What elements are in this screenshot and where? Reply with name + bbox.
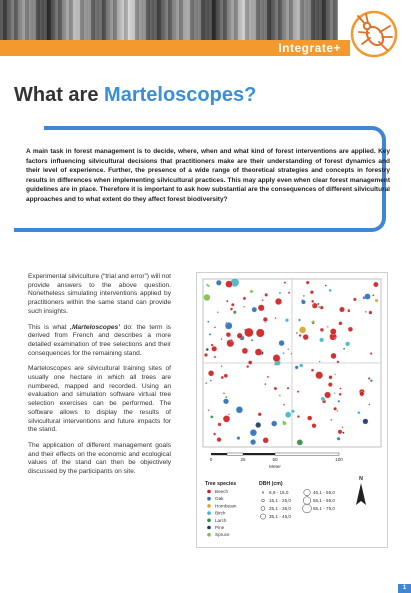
- page-title: [14, 84, 256, 107]
- tree-marker: [213, 433, 216, 436]
- tree-marker: [363, 419, 369, 425]
- tree-marker: [258, 305, 264, 311]
- forest-photo-strip: [0, 0, 338, 40]
- brand-label: Integrate+: [278, 41, 341, 55]
- tree-marker: [310, 290, 314, 294]
- tree-marker: [369, 311, 373, 315]
- tree-marker: [316, 372, 323, 379]
- tree-marker: [319, 361, 321, 363]
- tree-marker: [297, 439, 303, 445]
- tree-marker: [296, 332, 298, 334]
- tree-marker: [319, 338, 323, 342]
- tree-marker: [312, 304, 314, 306]
- tree-marker: [337, 437, 340, 440]
- tree-marker: [353, 298, 356, 301]
- tree-marker: [255, 349, 262, 356]
- tree-marker: [330, 328, 336, 334]
- tree-marker: [370, 379, 373, 382]
- tree-marker: [298, 319, 300, 321]
- species-label: Spruce: [215, 532, 230, 538]
- tree-marker: [221, 338, 223, 340]
- tree-marker: [263, 437, 269, 443]
- tree-marker: [243, 306, 245, 308]
- tree-marker: [211, 344, 214, 347]
- tree-marker: [264, 321, 266, 323]
- species-swatch: [207, 497, 211, 501]
- scale-tick-100: 100: [335, 457, 343, 462]
- tree-marker: [248, 361, 252, 365]
- tree-marker: [252, 307, 257, 312]
- tree-marker: [299, 327, 306, 334]
- tree-marker: [210, 380, 212, 382]
- tree-marker: [295, 366, 299, 370]
- tree-marker: [285, 412, 291, 418]
- species-swatch: [207, 526, 211, 530]
- tree-marker: [271, 421, 277, 427]
- tree-marker: [242, 348, 248, 354]
- tree-marker: [244, 328, 253, 337]
- species-swatch: [207, 511, 211, 515]
- tree-marker: [227, 340, 234, 347]
- tree-marker: [205, 382, 207, 384]
- tree-marker: [226, 300, 228, 302]
- tree-marker: [331, 353, 337, 359]
- species-legend: [207, 489, 236, 537]
- tree-marker: [282, 421, 284, 423]
- tree-marker: [230, 308, 233, 311]
- tree-marker: [231, 303, 234, 306]
- tree-marker: [338, 400, 340, 402]
- north-arrow-icon: [356, 476, 366, 505]
- dbh-symbol: [303, 504, 312, 513]
- body-p2-before: This is what: [28, 323, 71, 331]
- tree-marker: [324, 392, 330, 398]
- tree-marker: [299, 334, 302, 337]
- tree-marker: [325, 285, 327, 287]
- species-label: Oak: [215, 496, 224, 502]
- header-banner: [0, 0, 411, 62]
- dbh-legend: [260, 489, 335, 519]
- tree-marker: [226, 332, 231, 337]
- title-prefix: What are: [14, 84, 105, 106]
- tree-marker: [287, 348, 289, 350]
- tree-marker: [263, 317, 268, 322]
- tree-marker: [345, 342, 350, 347]
- tree-marker: [250, 429, 257, 436]
- tree-marker: [343, 348, 345, 350]
- scale-tick-25: 25: [240, 457, 246, 462]
- tree-marker: [212, 346, 217, 351]
- tree-marker: [329, 375, 333, 379]
- tree-marker: [231, 339, 233, 341]
- tree-marker: [334, 374, 336, 376]
- dbh-symbol: [303, 497, 311, 505]
- tree-marker: [333, 407, 336, 410]
- species-label: Pine: [215, 525, 225, 530]
- tree-marker: [207, 321, 209, 323]
- tree-marker: [218, 423, 222, 427]
- dbh-label: 6,9 - 15,0: [269, 490, 289, 495]
- tree-marker: [339, 307, 344, 312]
- dbh-label: 35,1 - 45,0: [269, 514, 291, 519]
- tree-marker: [250, 290, 253, 293]
- tree-marker: [306, 281, 309, 284]
- tree-marker: [311, 369, 314, 372]
- dbh-label: 55,1 - 65,0: [313, 498, 335, 503]
- tree-marker: [297, 391, 299, 393]
- tree-map: [197, 273, 387, 547]
- tree-marker: [301, 300, 305, 304]
- tree-marker: [274, 387, 277, 390]
- species-label: Larch: [215, 517, 227, 523]
- tree-marker: [297, 415, 300, 418]
- tree-marker: [226, 322, 228, 324]
- tree-marker: [368, 377, 370, 379]
- tree-marker: [209, 333, 211, 335]
- intro-text: A main task in forest management is to decide, where, when and what kind of forest interventions are applied. Key factors influencing silvicultural decisions that practitioners make are their understanding of forest dynamics and their level of experience. Further, the presence of a wide range of theoretical strategies and concepts in forestry results in differences when implementing silvicultural practices. This may apply even when clear forest management guidelines are in place. Therefore it is important to ask how substantial are the consequences of different silvicultural approaches and to what extent do they affect forest biodiversity?: [26, 148, 390, 203]
- tree-marker: [335, 338, 337, 340]
- tree-marker: [221, 365, 223, 367]
- tree-marker: [237, 436, 240, 439]
- tree-marker: [251, 339, 253, 341]
- tree-marker: [214, 356, 216, 358]
- species-swatch: [207, 504, 211, 508]
- tree-marker: [262, 299, 264, 301]
- tree-marker: [337, 361, 340, 364]
- body-p2-after: do: the term is derived from French and describes a more detailed examination of tree selections and their consequences for the remaining stand.: [28, 323, 171, 357]
- body-p2-term: ‚Marteloscopes’: [70, 323, 121, 331]
- tree-marker: [275, 317, 277, 319]
- species-label: Beech: [215, 489, 229, 494]
- tree-marker: [288, 292, 290, 294]
- tree-marker: [299, 364, 303, 368]
- tree-marker: [258, 413, 262, 417]
- tree-marker: [210, 415, 213, 418]
- tree-marker: [372, 294, 374, 296]
- tree-marker: [217, 311, 219, 313]
- tree-marker: [336, 410, 338, 412]
- tree-marker: [206, 348, 209, 351]
- species-label: Birch: [215, 510, 226, 516]
- tree-marker: [265, 293, 268, 296]
- dbh-symbol: [262, 499, 265, 502]
- tree-marker: [339, 322, 343, 326]
- tree-marker: [312, 322, 314, 324]
- dbh-label: 65,1 - 75,0: [313, 506, 335, 511]
- tree-marker: [365, 294, 371, 300]
- tree-marker: [282, 352, 284, 354]
- body-paragraph-1: Experimental silviculture (“trial and error”) will not provide answers to the above question. Nonetheless simulating interventions applied by practitioners within the same stand can provide such insights.: [28, 273, 171, 315]
- beetle-icon: [350, 10, 398, 58]
- tree-marker: [375, 299, 378, 302]
- tree-marker: [214, 326, 216, 328]
- tree-marker: [360, 392, 365, 397]
- tree-marker: [320, 328, 324, 332]
- tree-marker: [284, 282, 286, 284]
- tree-marker: [255, 422, 261, 428]
- tree-marker: [357, 411, 360, 414]
- tree-marker: [291, 353, 293, 355]
- tree-marker: [303, 295, 305, 297]
- north-label: N: [359, 476, 363, 482]
- tree-marker: [226, 281, 233, 288]
- tree-marker: [208, 370, 214, 376]
- tree-marker: [224, 374, 228, 378]
- tree-marker: [321, 397, 325, 401]
- tree-marker: [330, 419, 332, 421]
- dbh-label: 15,1 - 25,0: [269, 498, 291, 503]
- dbh-symbol: [304, 489, 310, 495]
- species-legend-title: Tree species: [205, 481, 237, 487]
- tree-marker: [243, 297, 246, 300]
- scale-tick-50: 50: [272, 457, 278, 462]
- body-column: [28, 273, 171, 484]
- tree-marker: [291, 410, 295, 414]
- tree-marker: [208, 409, 210, 411]
- dbh-symbol: [261, 507, 265, 511]
- species-swatch: [207, 533, 211, 537]
- tree-marker: [216, 280, 221, 285]
- tree-marker: [329, 289, 332, 292]
- title-highlight: Marteloscopes?: [104, 84, 257, 106]
- tree-marker: [267, 376, 269, 378]
- tree-marker: [285, 318, 289, 322]
- tree-marker: [237, 333, 243, 339]
- body-paragraph-4: The application of different management goals and their effects on the economic and ecological values of the stand can then be objectively discussed by the participants on site.: [28, 441, 171, 476]
- scale-tick-0: 0: [209, 457, 213, 462]
- species-label: Hornbeam: [215, 503, 237, 509]
- body-paragraph-3: Marteloscopes are silvicultural training sites of usually one hectare in which all trees are numbered, mapped and recorded. Using an evaluation and simulation software virtual tree selection exercises can be performed. The software allows to display the results of silvicultural interventions and future impacts for the stand.: [28, 365, 171, 434]
- tree-marker: [334, 392, 336, 394]
- tree-marker: [348, 327, 353, 332]
- tree-marker: [273, 354, 280, 361]
- tree-marker: [342, 426, 344, 428]
- tree-marker: [207, 285, 210, 288]
- dbh-legend-title: DBH (cm): [259, 481, 283, 487]
- tree-marker: [246, 365, 249, 368]
- tree-marker: [204, 353, 208, 357]
- tree-marker: [223, 415, 230, 422]
- tree-marker: [307, 416, 312, 421]
- tree-marker: [328, 382, 332, 386]
- tree-marker: [264, 383, 266, 385]
- tree-marker: [233, 311, 236, 314]
- tree-marker: [274, 364, 276, 366]
- tree-marker: [318, 306, 321, 309]
- dbh-symbol: [262, 492, 264, 494]
- tree-marker: [338, 430, 342, 434]
- tree-marker: [279, 292, 281, 294]
- tree-marker: [312, 423, 317, 428]
- tree-marker: [373, 282, 378, 287]
- tree-marker: [370, 352, 372, 354]
- tree-marker: [250, 439, 256, 445]
- tree-marker: [339, 388, 341, 390]
- tree-marker: [365, 311, 367, 313]
- tree-marker: [287, 387, 289, 389]
- tree-marker: [303, 334, 309, 340]
- tree-marker: [279, 340, 285, 346]
- scale-bar: [210, 453, 344, 469]
- tree-marker: [327, 326, 329, 328]
- species-swatch: [207, 519, 211, 523]
- tree-marker: [283, 404, 285, 406]
- dbh-label: 45,1 - 55,0: [313, 490, 335, 495]
- tree-marker: [279, 394, 281, 396]
- tree-marker: [236, 406, 243, 413]
- tree-marker: [221, 376, 224, 379]
- tree-marker: [275, 298, 282, 305]
- tree-marker: [228, 414, 230, 416]
- page-number: 1: [398, 584, 411, 593]
- tree-marker: [204, 294, 211, 301]
- dbh-label: 25,1 - 35,0: [269, 506, 291, 511]
- tree-marker: [225, 396, 227, 398]
- marteloscope-map-figure: [196, 272, 388, 548]
- tree-marker: [342, 432, 344, 434]
- tree-marker: [369, 404, 371, 406]
- tree-marker: [217, 437, 222, 442]
- tree-marker: [339, 393, 342, 396]
- species-swatch: [207, 490, 211, 494]
- dbh-symbol: [260, 514, 265, 519]
- tree-marker: [223, 399, 229, 405]
- tree-marker: [256, 329, 264, 337]
- tree-marker: [223, 392, 225, 394]
- tree-marker: [347, 310, 350, 313]
- tree-marker: [311, 300, 314, 303]
- scale-unit: Meter: [269, 464, 281, 469]
- body-paragraph-2: [28, 324, 171, 359]
